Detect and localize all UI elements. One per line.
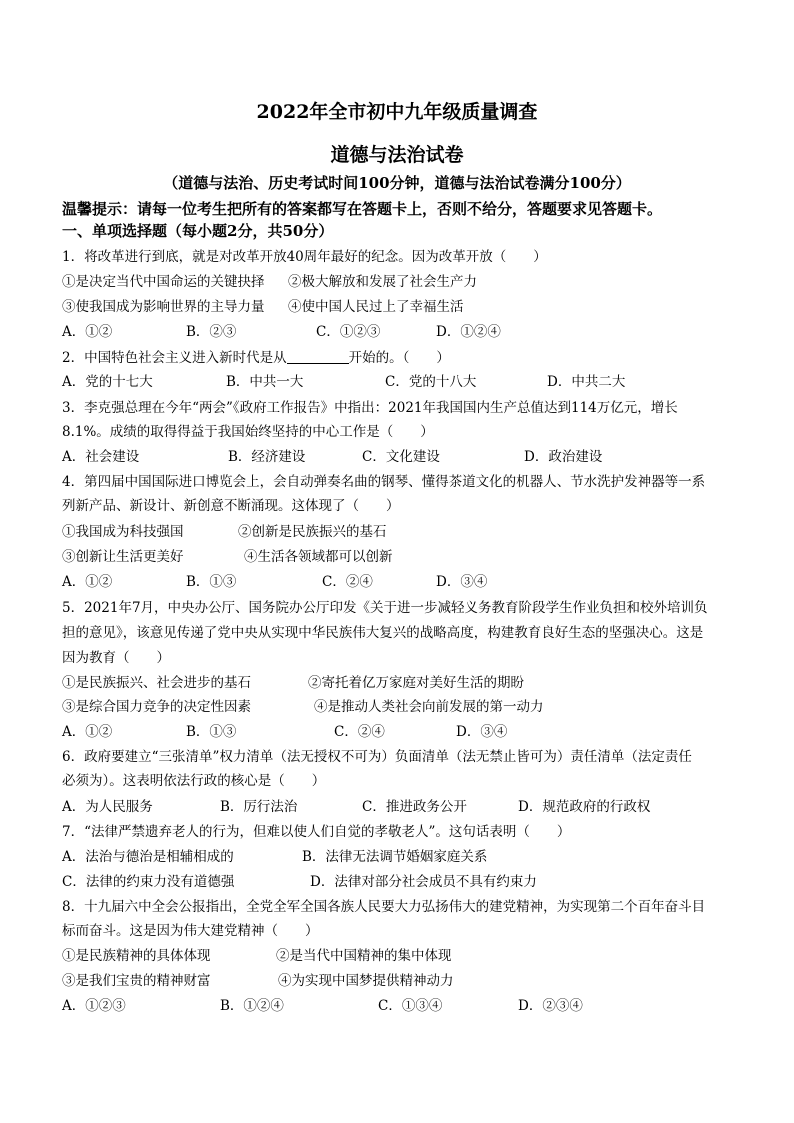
q4-stem-line-1: 4．第四届中国国际进口博览会上，会自动弹奏名曲的钢琴、懂得茶道文化的机器人、节水洗护发神器等一系 — [62, 474, 706, 490]
q1-stem: 1．将改革进行到底，就是对改革开放40周年最好的纪念。因为改革开放（ ） — [62, 249, 547, 265]
q6-stem-line-2: 必须为）。这表明依法行政的核心是（ ） — [62, 773, 326, 789]
q4-statement-3: ③创新让生活更美好 — [62, 549, 184, 565]
q1-option-b: B．②③ — [186, 324, 237, 340]
q7-option-a: A．法治与德治是相辅相成的 — [62, 849, 234, 865]
q5-stem-line-2: 担的意见》，该意见传递了党中央从实现中华民族伟大复兴的战略高度，构建教育良好生态的坚强决心。这是 — [62, 625, 704, 641]
q2-option-d: D．中共二大 — [547, 374, 626, 390]
q2-blank — [287, 349, 349, 364]
q1-option-c: C．①②③ — [316, 324, 381, 340]
q5-option-b: B．①③ — [186, 724, 237, 740]
q8-option-a: A．①②③ — [62, 998, 126, 1014]
q7-option-d: D．法律对部分社会成员不具有约束力 — [310, 874, 537, 890]
q3-option-c: C．文化建设 — [362, 449, 440, 465]
q4-option-c: C．②④ — [322, 574, 373, 590]
q4-option-a: A．①② — [62, 574, 113, 590]
q6-option-b: B．厉行法治 — [220, 799, 298, 815]
q8-statement-1: ①是民族精神的具体体现 — [62, 948, 211, 964]
q7-stem: 7．“法律严禁遗弃老人的行为，但难以使人们自觉的孝敬老人”。这句话表明（ ） — [62, 824, 571, 840]
q2-stem — [62, 349, 450, 366]
q2-option-a: A．党的十七大 — [62, 374, 153, 390]
q2-option-b: B．中共一大 — [226, 374, 304, 390]
q1-option-d: D．①②④ — [436, 324, 501, 340]
q5-option-d: D．③④ — [456, 724, 508, 740]
q8-statement-4: ④为实现中国梦提供精神动力 — [278, 973, 454, 989]
q7-option-b: B．法律无法调节婚姻家庭关系 — [302, 849, 488, 865]
q3-option-b: B．经济建设 — [228, 449, 306, 465]
q1-statement-3: ③使我国成为影响世界的主导力量 — [62, 299, 265, 315]
q6-option-a: A．为人民服务 — [62, 799, 153, 815]
q2-option-c: C．党的十八大 — [385, 374, 477, 390]
q8-stem-line-2: 标而奋斗。这是因为伟大建党精神（ ） — [62, 923, 319, 939]
q5-statement-2: ②寄托着亿万家庭对美好生活的期盼 — [308, 675, 524, 691]
exam-title: 2022年全市初中九年级质量调查 — [256, 101, 538, 123]
q3-stem-line-2: 8.1%。成绩的取得得益于我国始终坚持的中心工作是（ ） — [62, 424, 434, 440]
q3-option-a: A．社会建设 — [62, 449, 140, 465]
q4-option-b: B．①③ — [186, 574, 237, 590]
q1-statement-1: ①是决定当代中国命运的关键抉择 — [62, 274, 265, 290]
q1-statement-4: ④使中国人民过上了幸福生活 — [288, 299, 464, 315]
section-heading: 一、单项选择题（每小题2分，共50分） — [62, 222, 334, 240]
q3-stem-line-1: 3．李克强总理在今年“两会”《政府工作报告》中指出：2021年我国国内生产总值达到114万亿元，增长 — [62, 400, 678, 416]
q8-option-d: D．②③④ — [518, 998, 583, 1014]
q1-statement-2: ②极大解放和发展了社会生产力 — [288, 274, 477, 290]
q8-stem-line-1: 8．十九届六中全会公报指出，全党全军全国各族人民要大力弘扬伟大的建党精神，为实现第二个百年奋斗目 — [62, 899, 706, 915]
q7-option-c: C．法律的约束力没有道德强 — [62, 874, 235, 890]
q2-stem-after-blank: 开始的。（ ） — [348, 350, 450, 366]
q4-statement-2: ②创新是民族振兴的基石 — [238, 524, 387, 540]
q5-stem-line-3: 因为教育（ ） — [62, 650, 170, 666]
q8-option-c: C．①③④ — [378, 998, 443, 1014]
q4-statement-1: ①我国成为科技强国 — [62, 524, 184, 540]
q5-statement-3: ③是综合国力竞争的决定性因素 — [62, 699, 251, 715]
q5-statement-4: ④是推动人类社会向前发展的第一动力 — [314, 699, 544, 715]
q4-statement-4: ④生活各领域都可以创新 — [244, 549, 393, 565]
q2-stem-before-blank: 2．中国特色社会主义进入新时代是从 — [62, 350, 287, 366]
q5-option-a: A．①② — [62, 724, 113, 740]
q6-option-c: C．推进政务公开 — [362, 799, 467, 815]
q3-option-d: D．政治建设 — [524, 449, 603, 465]
q5-option-c: C．②④ — [334, 724, 385, 740]
q1-option-a: A．①② — [62, 324, 113, 340]
q6-stem-line-1: 6．政府要建立“三张清单”权力清单（法无授权不可为）负面清单（法无禁止皆可为）责任清单（法定责任 — [62, 749, 692, 765]
q8-statement-2: ②是当代中国精神的集中体现 — [276, 948, 452, 964]
q8-statement-3: ③是我们宝贵的精神财富 — [62, 973, 211, 989]
warning-note: 温馨提示：请每一位考生把所有的答案都写在答题卡上，否则不给分，答题要求见答题卡。 — [62, 200, 663, 218]
exam-time-note: （道德与法治、历史考试时间100分钟，道德与法治试卷满分100分） — [163, 174, 631, 192]
q5-stem-line-1: 5．2021年7月，中央办公厅、国务院办公厅印发《关于进一步减轻义务教育阶段学生作业负担和校外培训负 — [62, 600, 708, 616]
q4-stem-line-2: 列新产品、新设计、新创意不断涌现。这体现了（ ） — [62, 498, 400, 514]
q5-statement-1: ①是民族振兴、社会进步的基石 — [62, 675, 251, 691]
q6-option-d: D．规范政府的行政权 — [518, 799, 651, 815]
exam-subtitle: 道德与法治试卷 — [330, 144, 464, 166]
q4-option-d: D．③④ — [436, 574, 488, 590]
q8-option-b: B．①②④ — [220, 998, 284, 1014]
